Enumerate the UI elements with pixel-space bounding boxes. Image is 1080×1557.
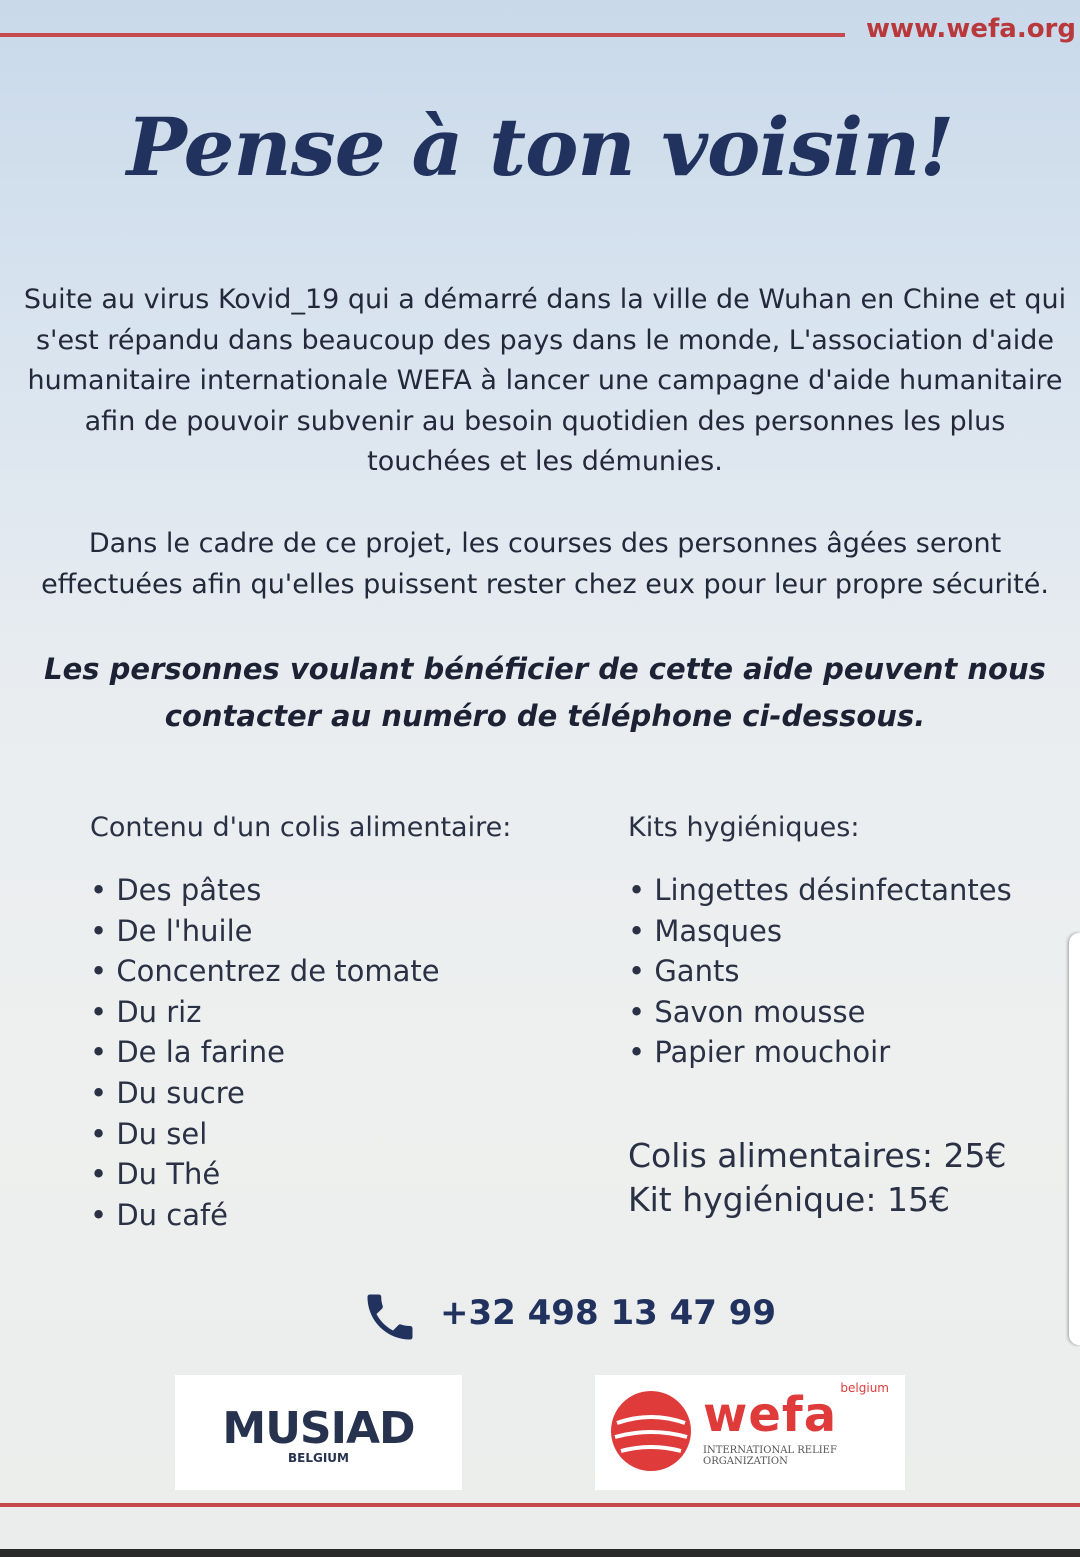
food-package-price: Colis alimentaires: 25€ bbox=[628, 1136, 1007, 1175]
list-item: • Papier mouchoir bbox=[628, 1032, 1012, 1073]
list-item: • Du Thé bbox=[90, 1154, 440, 1195]
list-item: • Du sel bbox=[90, 1114, 440, 1155]
list-item: • Lingettes désinfectantes bbox=[628, 870, 1012, 911]
list-item: • Du café bbox=[90, 1195, 440, 1236]
food-list bbox=[90, 870, 440, 1235]
food-list-title: Contenu d'un colis alimentaire: bbox=[90, 812, 512, 843]
list-item: • Gants bbox=[628, 951, 1012, 992]
hygiene-list bbox=[628, 870, 1012, 1073]
list-item: • Du sucre bbox=[90, 1073, 440, 1114]
top-divider bbox=[0, 33, 845, 37]
bottom-divider bbox=[0, 1503, 1080, 1507]
list-item: • De l'huile bbox=[90, 911, 440, 952]
hygiene-list-title: Kits hygiéniques: bbox=[628, 812, 860, 843]
wefa-logo bbox=[595, 1375, 905, 1490]
musiad-logo bbox=[175, 1375, 462, 1490]
list-item: • Masques bbox=[628, 911, 1012, 952]
wefa-logo-text: wefa bbox=[703, 1387, 838, 1443]
page-title: Pense à ton voisin! bbox=[126, 100, 954, 194]
contact-paragraph: Les personnes voulant bénéficier de cette aide peuvent nous contacter au numéro de téléphone ci-dessous. bbox=[44, 652, 1046, 733]
phone-icon bbox=[360, 1287, 420, 1347]
edge-panel-handle[interactable] bbox=[1069, 933, 1080, 1345]
wefa-logo-tagline: INTERNATIONAL RELIEF ORGANIZATION bbox=[703, 1445, 837, 1467]
list-item: • Concentrez de tomate bbox=[90, 951, 440, 992]
project-paragraph: Dans le cadre de ce projet, les courses des personnes âgées seront effectuées afin qu'elles puissent rester chez eux pour leur propre sécurité. bbox=[41, 528, 1049, 600]
wefa-logo-region: belgium bbox=[840, 1381, 889, 1395]
wefa-globe-icon bbox=[609, 1389, 693, 1473]
list-item: • Des pâtes bbox=[90, 870, 440, 911]
bottom-edge bbox=[0, 1549, 1080, 1557]
intro-paragraph: Suite au virus Kovid_19 qui a démarré dans la ville de Wuhan en Chine et qui s'est répandu dans beaucoup des pays dans le monde, L'association d'aide humanitaire internationale WEFA à lancer une campagne d'aide humanitaire afin de pouvoir subvenir au besoin quotidien des personnes les plus touchées et les démunies. bbox=[23, 284, 1067, 477]
hygiene-kit-price: Kit hygiénique: 15€ bbox=[628, 1180, 950, 1219]
website-link[interactable]: www.wefa.org bbox=[866, 14, 1076, 44]
musiad-logo-subtitle: BELGIUM bbox=[288, 1451, 349, 1465]
musiad-logo-text: MUSIAD bbox=[222, 1403, 415, 1454]
list-item: • De la farine bbox=[90, 1032, 440, 1073]
list-item: • Du riz bbox=[90, 992, 440, 1033]
list-item: • Savon mousse bbox=[628, 992, 1012, 1033]
phone-number[interactable]: +32 498 13 47 99 bbox=[440, 1293, 777, 1333]
